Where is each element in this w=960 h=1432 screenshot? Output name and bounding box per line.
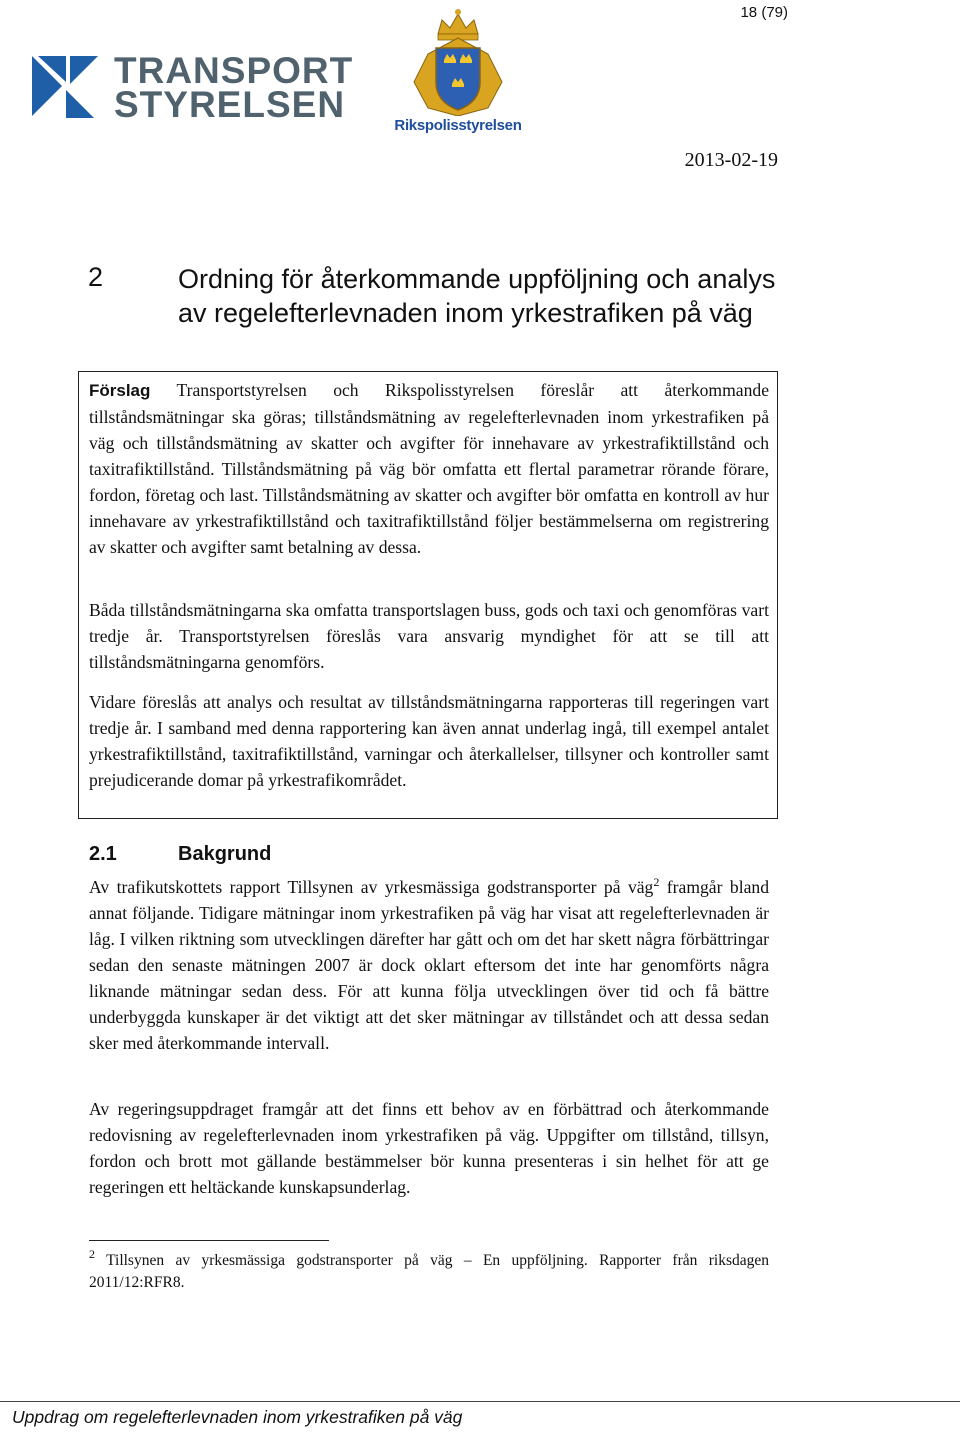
footnote-text: Tillsynen av yrkesmässiga godstransporter på väg – En uppföljning. Rapporter från riksdagen 2011/12:RFR8.	[89, 1252, 769, 1291]
proposal-paragraph-3: Vidare föreslås att analys och resultat av tillståndsmätningarna rapporteras till regeringen vart tredje år. I samband med denna rapportering kan även annat underlag ingå, till exempel antalet yrkestrafiktillstånd, taxitrafiktillstånd, varningar och återkallelser, tillsyner och kontroller samt prejudicerande domar på yrkestrafikområdet.	[89, 692, 769, 790]
proposal-label: Förslag	[89, 381, 151, 400]
background-paragraph-2: Av regeringsuppdraget framgår att det finns ett behov av en förbättrad och återkommande redovisning av regelefterlevnaden inom yrkestrafiken på väg. Uppgifter om tillstånd, tillsyn, fordon och brott mot gällande bestämmelser bör kunna presenteras i sin helhet för att ge regeringen ett heltäckande kunskapsunderlag.	[89, 1099, 769, 1197]
police-crest-icon	[380, 4, 536, 116]
proposal-paragraph-1	[89, 377, 769, 560]
transportstyrelsen-logo	[30, 50, 354, 125]
rikspolisstyrelsen-wordmark: Rikspolisstyrelsen	[394, 117, 522, 134]
section-heading	[89, 843, 272, 866]
logo-text-line2: STYRELSEN	[114, 84, 346, 125]
transportstyrelsen-mark-icon	[30, 52, 100, 122]
footer-separator	[0, 1401, 960, 1402]
section-number: 2.1	[89, 843, 117, 865]
footnote-number: 2	[89, 1247, 95, 1261]
bg-p1-start: Av trafikutskottets rapport Tillsynen av yrkesmässiga godstransporter på väg	[89, 877, 654, 897]
page-title: Ordning för återkommande uppföljning och analys av regelefterlevnaden inom yrkestrafiken på väg	[178, 264, 776, 328]
page-footer: Uppdrag om regelefterlevnaden inom yrkestrafiken på väg	[12, 1407, 463, 1427]
background-paragraph-1	[89, 874, 769, 1056]
footnote-ref: 2	[653, 875, 660, 889]
page-number: 18 (79)	[740, 4, 788, 21]
heading-number: 2	[88, 262, 104, 292]
section-title: Bakgrund	[178, 843, 272, 865]
footnote	[89, 1247, 769, 1294]
footnote-separator	[89, 1240, 329, 1241]
bg-p1-rest: framgår bland annat följande. Tidigare mätningar inom yrkestrafiken på väg har visat att regelefterlevnaden är låg. I vilken riktning som utvecklingen därefter har gått och om det har skett några förbättringar sedan den senaste mätningen 2007 är dock oklart eftersom det inte har genomförts några liknande mätningar sedan dess. För att kunna följa utvecklingen över tid och få bättre underbyggda kunskaper är det viktigt att det sker mätningar av tillståndet och att dessa sedan sker med återkommande intervall.	[89, 877, 769, 1053]
proposal-paragraph-2: Båda tillståndsmätningarna ska omfatta transportslagen buss, gods och taxi och genomföras vart tredje år. Transportstyrelsen föreslås vara ansvarig myndighet för att se till att tillståndsmätningarna genomförs.	[89, 600, 769, 672]
proposal-text-1: Transportstyrelsen och Rikspolisstyrelsen föreslår att återkommande tillståndsmätningar ska göras; tillståndsmätning av regelefterlevnaden inom yrkestrafiken på väg och tillståndsmätning av skatter och avgifter för innehavare av yrkestrafiktillstånd och taxitrafiktillstånd. Tillståndsmätning på väg bör omfatta ett flertal parametrar rörande förare, fordon, företag och last. Tillståndsmätning av skatter och avgifter bör omfatta en kontroll av hur innehavare av yrkestrafiktillstånd och taxitrafiktillstånd följer bestämmelserna om registrering av skatter och avgifter samt betalning av dessa.	[89, 380, 769, 557]
logo-text-line1: TRANSPORT	[114, 50, 354, 91]
document-date: 2013-02-19	[684, 149, 778, 171]
